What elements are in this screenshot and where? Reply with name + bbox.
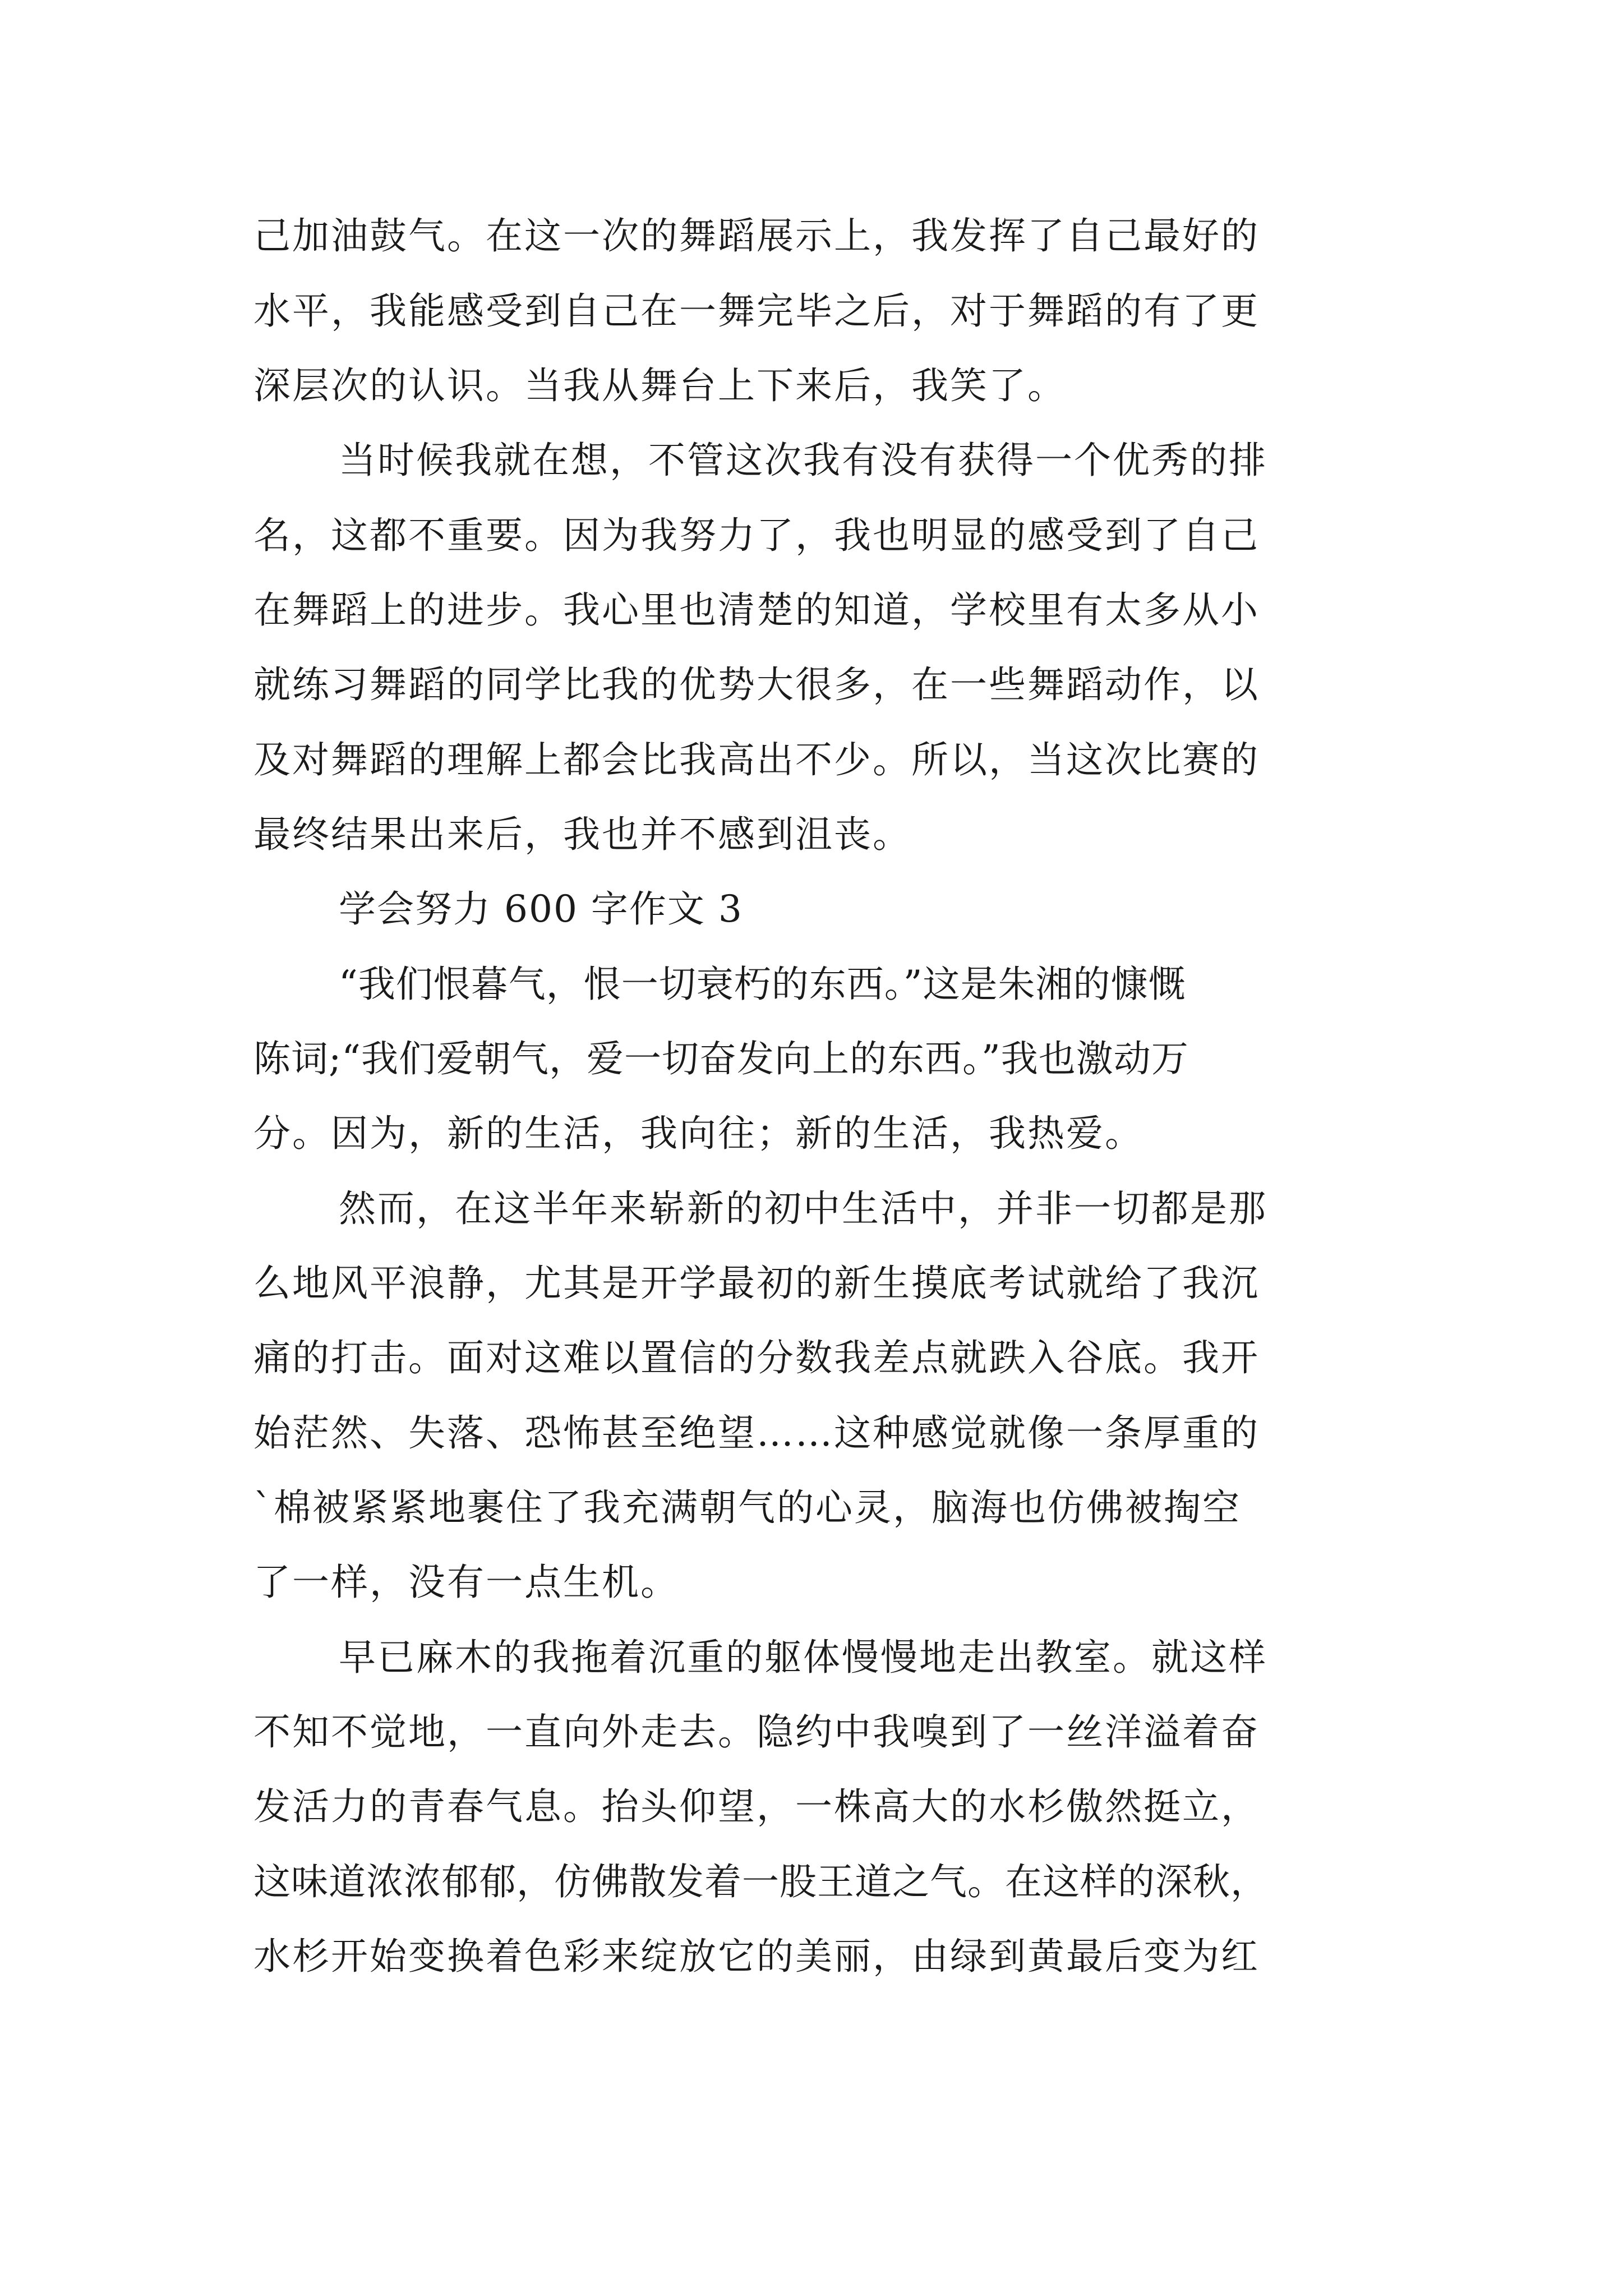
- text-line: 陈词;“我们爱朝气，爱一切奋发向上的东西。”我也激动万: [253, 1037, 1189, 1080]
- text-line: 水杉开始变换着色彩来绽放它的美丽，由绿到黄最后变为红: [253, 1935, 1260, 1978]
- paragraph-first-line: 早已麻木的我拖着沉重的躯体慢慢地走出教室。就这样: [339, 1636, 1267, 1679]
- paragraph-first-line: “我们恨暮气，恨一切衰朽的东西。”这是朱湘的慷慨: [339, 963, 1186, 1006]
- text-line: 了一样，没有一点生机。: [253, 1561, 679, 1604]
- text-line: 名，这都不重要。因为我努力了，我也明显的感受到了自己: [253, 514, 1260, 557]
- text-line: 痛的打击。面对这难以置信的分数我差点就跌入谷底。我开: [253, 1336, 1260, 1379]
- text-line: 在舞蹈上的进步。我心里也清楚的知道，学校里有太多从小: [253, 588, 1260, 632]
- text-line: 发活力的青春气息。抬头仰望，一株高大的水杉傲然挺立，: [253, 1785, 1260, 1828]
- text-line: 么地风平浪静，尤其是开学最初的新生摸底考试就给了我沉: [253, 1262, 1260, 1305]
- text-line: 不知不觉地，一直向外走去。隐约中我嗅到了一丝洋溢着奋: [253, 1710, 1260, 1754]
- text-line: 这味道浓浓郁郁，仿佛散发着一股王道之气。在这样的深秋，: [253, 1860, 1268, 1903]
- text-line: 分。因为，新的生活，我向往；新的生活，我热爱。: [253, 1112, 1144, 1155]
- text-line: 最终结果出来后，我也并不感到沮丧。: [253, 813, 911, 856]
- paragraph-first-line: 当时候我就在想，不管这次我有没有获得一个优秀的排: [339, 439, 1267, 482]
- text-line: 水平，我能感受到自己在一舞完毕之后，对于舞蹈的有了更: [253, 289, 1260, 333]
- text-line: 深层次的认识。当我从舞台上下来后，我笑了。: [253, 364, 1066, 407]
- paragraph-first-line: 然而，在这半年来崭新的初中生活中，并非一切都是那: [339, 1187, 1267, 1230]
- text-line: 己加油鼓气。在这一次的舞蹈展示上，我发挥了自己最好的: [253, 214, 1260, 257]
- section-heading: 学会努力 600 字作文 3: [339, 887, 743, 931]
- text-line: 始茫然、失落、恐怖甚至绝望……这种感觉就像一条厚重的: [253, 1411, 1260, 1455]
- text-line: 及对舞蹈的理解上都会比我高出不少。所以，当这次比赛的: [253, 738, 1260, 781]
- text-line: 就练习舞蹈的同学比我的优势大很多，在一些舞蹈动作，以: [253, 663, 1260, 706]
- text-line: `棉被紧紧地裹住了我充满朝气的心灵，脑海也仿佛被掏空: [253, 1486, 1241, 1529]
